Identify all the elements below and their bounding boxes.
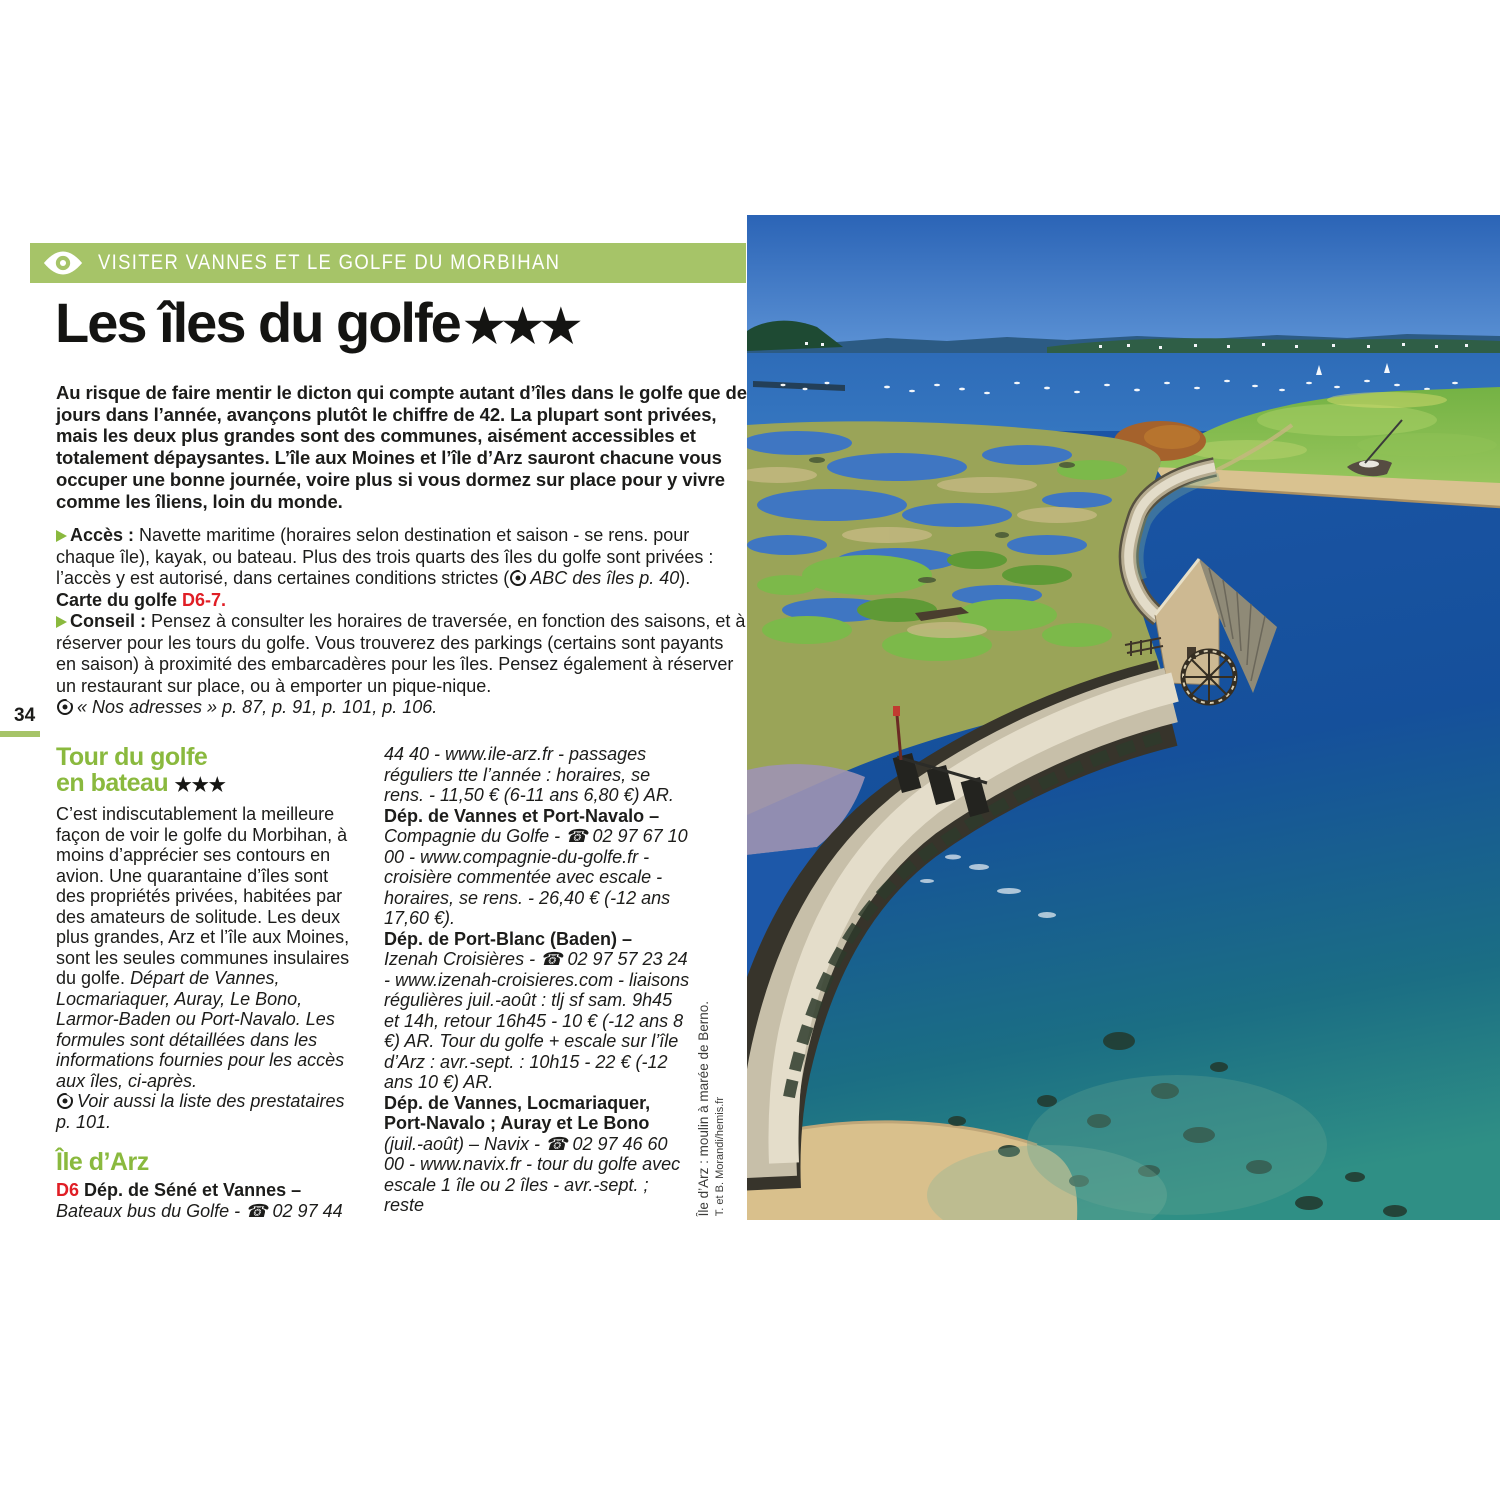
- intro-paragraph: Au risque de faire mentir le dicton qui compte autant d’îles dans le golfe que de jours dans l’année, avançons plutôt le chiffre de 42. La plupart sont privées, mais les deux plus grandes sont des communes, aisément accessibles et totalement dépaysantes. L’île aux Moines et l’île d’Arz sauront chacune vous occuper une bonne journée, voire plus si vous dormez sur place pour y vivre comme les îliens, loin du monde.: [56, 382, 747, 512]
- text-run: Tour du golfe: [56, 743, 208, 771]
- page-title: [55, 292, 578, 357]
- text-run: Pensez à consulter les horaires de traversée, en fonction des saisons, et à réserver pour les tours du golfe. Vous trouverez des parkings (certains sont payants en saison) à proximité des embarcadères pour les îles. Pensez également à réserver un restaurant sur place, ou à emporter un pique-nique.: [56, 611, 746, 696]
- text-run: Dép. de Vannes, Locmariaquer, Port-Navalo ; Auray et Le Bono: [384, 1092, 651, 1133]
- bullet-triangle-icon: [56, 530, 67, 542]
- left-column: [56, 744, 359, 1221]
- rating-stars: ★★★: [463, 300, 579, 352]
- page-number-bar: [0, 731, 40, 737]
- waterwheel-icon: [1183, 651, 1235, 703]
- photo-caption: Île d’Arz : moulin à marée de Berno.: [696, 1000, 711, 1216]
- text-run: Île d’Arz: [56, 1148, 149, 1176]
- photo-mudflat-brown-light: [1144, 425, 1200, 449]
- access-paragraph: [56, 525, 748, 590]
- cross-reference-icon: [57, 1093, 73, 1109]
- text-run: Dép. de Port-Blanc (Baden) –: [384, 928, 633, 949]
- advice-paragraph: [56, 611, 748, 697]
- text-run: Bateaux bus du Golfe - ☎ 02 97 44: [56, 1200, 343, 1221]
- right-column: [384, 744, 690, 1216]
- heading-tour-du-golfe: [56, 744, 359, 799]
- text-run: Dép. de Vannes et Port-Navalo –: [384, 805, 660, 826]
- text-run: Voir aussi la liste des prestataires p. 101.: [56, 1091, 345, 1132]
- ile-darz-continued-paragraph: [384, 744, 690, 806]
- photo-caption-vertical: [696, 924, 726, 1216]
- text-run: D6-7.: [182, 589, 227, 610]
- eye-icon: [42, 250, 84, 276]
- photo-credit: T. et B. Morandi/hemis.fr: [714, 1096, 726, 1216]
- text-run: ABC des îles p. 40: [530, 568, 680, 588]
- text-run: D6: [56, 1180, 85, 1200]
- text-run: Conseil :: [70, 611, 152, 631]
- text-run: Accès :: [70, 525, 140, 545]
- dep-vannes-locmariaquer-paragraph: [384, 1093, 690, 1216]
- cross-reference-icon: [57, 699, 73, 715]
- text-run: Départ de Vannes, Locmariaquer, Auray, Le Bono, Larmor-Baden ou Port-Navalo. Les formules sont détaillées dans les informations fournies pour les accès aux îles, ci-après.: [56, 968, 345, 1091]
- heading-ile-darz: [56, 1149, 359, 1175]
- text-run: « Nos adresses » p. 87, p. 91, p. 101, p. 106.: [77, 697, 438, 717]
- text-run: Dép. de Séné et Vannes –: [84, 1180, 302, 1200]
- photo-aerial-tidal-mill: [747, 215, 1500, 1220]
- text-run: Izenah Croisières - ☎ 02 97 57 23 24 - www.izenah-croisieres.com - liaisons régulières juil.-août : tlj sf sam. 9h45 et 14h, retour 16h45 - 10 € (-12 ans 8 €) AR. Tour du golfe + escale sur l’île d’Arz : avr.-sept. : 10h15 - 22 € (-12 ans 10 €) AR.: [384, 949, 690, 1092]
- dep-vannes-port-navalo-paragraph: [384, 806, 690, 929]
- addresses-reference: [56, 697, 748, 719]
- cross-reference-icon: [510, 570, 526, 586]
- tour-du-golfe-paragraph: [56, 804, 359, 1091]
- text-run: 44 40 - www.ile-arz.fr - passages réguliers tte l’année : horaires, se rens. - 11,50 € (6-11 ans 6,80 €) AR.: [384, 744, 674, 805]
- text-run: en bateau: [56, 769, 175, 797]
- page-title-text: Les îles du golfe: [55, 291, 460, 354]
- page-number: 34: [14, 705, 36, 726]
- see-also-reference: [56, 1091, 359, 1132]
- text-run: ).: [679, 568, 691, 588]
- text-run: (juil.-août) – Navix - ☎ 02 97 46 60 00 - www.navix.fr - tour du golfe avec escale 1 île ou 2 îles - avr.-sept. ; reste: [384, 1133, 681, 1215]
- dep-port-blanc-paragraph: [384, 929, 690, 1093]
- text-run: ★★★: [174, 775, 226, 796]
- info-block: [56, 525, 748, 719]
- ile-darz-paragraph: [56, 1180, 359, 1221]
- section-header-bar: [30, 243, 746, 283]
- map-reference: [56, 590, 748, 612]
- section-title: VISITER VANNES ET LE GOLFE DU MORBIHAN: [98, 251, 561, 274]
- text-run: Navette maritime (horaires selon destination et saison - se rens. pour chaque île), kayak, ou bateau. Plus des trois quarts des îles du golfe sont privées : l’accès y est autorisé, dans certaines conditions strictes (: [56, 525, 714, 588]
- bullet-triangle-icon: [56, 616, 67, 628]
- text-run: C’est indiscutablement la meilleure façon de voir le golfe du Morbihan, à moins d’apprécier ses contours en avion. Une quarantaine d’îles sont des propriétés privées, habitées par des amateurs de solitude. Les deux plus grandes, Arz et l’île aux Moines, sont les seules communes insulaires du golfe.: [56, 804, 350, 988]
- text-run: Carte du golfe: [56, 589, 183, 610]
- text-run: Compagnie du Golfe - ☎ 02 97 67 10 00 - www.compagnie-du-golfe.fr - croisière commentée avec escale - horaires, se rens. - 26,40 € (-12 ans 17,60 €).: [384, 826, 688, 928]
